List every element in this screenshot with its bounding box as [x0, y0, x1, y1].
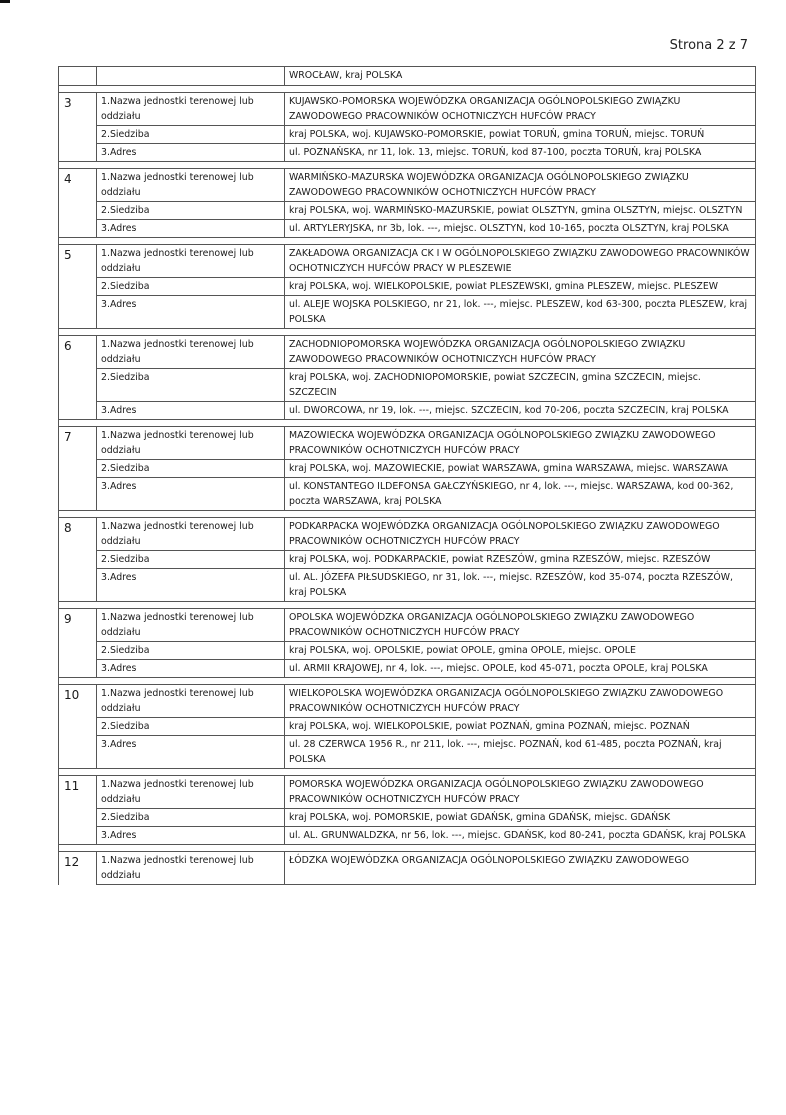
table-row — [59, 402, 756, 420]
separator-cell — [285, 420, 756, 427]
separator-cell — [285, 162, 756, 169]
field-label-address: 3.Adres — [97, 402, 285, 420]
separator-cell — [285, 511, 756, 518]
entry-number-continued — [59, 460, 97, 478]
table-separator-row — [59, 420, 756, 427]
separator-cell — [97, 678, 285, 685]
entry-number: 8 — [59, 518, 97, 551]
field-value-seat: kraj POLSKA, woj. POMORSKIE, powiat GDAŃSK, gmina GDAŃSK, miejsc. GDAŃSK — [285, 809, 756, 827]
field-label-name: 1.Nazwa jednostki terenowej lub oddziału — [97, 685, 285, 718]
entry-number: 5 — [59, 245, 97, 278]
field-value-address: ul. ARTYLERYJSKA, nr 3b, lok. ---, miejsc. OLSZTYN, kod 10-165, poczta OLSZTYN, kraj POLSKA — [285, 220, 756, 238]
separator-cell — [97, 162, 285, 169]
field-label-seat: 2.Siedziba — [97, 202, 285, 220]
entry-number: 7 — [59, 427, 97, 460]
field-value-address: ul. AL. GRUNWALDZKA, nr 56, lok. ---, miejsc. GDAŃSK, kod 80-241, poczta GDAŃSK, kraj POLSKA — [285, 827, 756, 845]
field-value-name: ŁÓDZKA WOJEWÓDZKA ORGANIZACJA OGÓLNOPOLSKIEGO ZWIĄZKU ZAWODOWEGO — [285, 852, 756, 885]
table-row — [59, 642, 756, 660]
table-row — [59, 809, 756, 827]
separator-cell — [97, 329, 285, 336]
separator-cell — [59, 238, 97, 245]
field-value-name: MAZOWIECKA WOJEWÓDZKA ORGANIZACJA OGÓLNOPOLSKIEGO ZWIĄZKU ZAWODOWEGO PRACOWNIKÓW OCHOTNICZYCH HUFCÓW PRACY — [285, 427, 756, 460]
table-separator-row — [59, 86, 756, 93]
page-number: Strona 2 z 7 — [669, 38, 748, 53]
table-row — [59, 460, 756, 478]
cell-number-empty — [59, 67, 97, 86]
separator-cell — [285, 329, 756, 336]
table-separator-row — [59, 162, 756, 169]
separator-cell — [97, 511, 285, 518]
table-row — [59, 609, 756, 642]
registry-table — [58, 66, 756, 885]
table-separator-row — [59, 845, 756, 852]
cell-address-continued: WROCŁAW, kraj POLSKA — [285, 67, 756, 86]
separator-cell — [285, 86, 756, 93]
separator-cell — [97, 602, 285, 609]
field-label-seat: 2.Siedziba — [97, 460, 285, 478]
field-label-name: 1.Nazwa jednostki terenowej lub oddziału — [97, 336, 285, 369]
table-separator-row — [59, 511, 756, 518]
table-row — [59, 685, 756, 718]
separator-cell — [59, 420, 97, 427]
field-value-seat: kraj POLSKA, woj. ZACHODNIOPOMORSKIE, powiat SZCZECIN, gmina SZCZECIN, miejsc. SZCZECIN — [285, 369, 756, 402]
table-row — [59, 202, 756, 220]
field-label-seat: 2.Siedziba — [97, 551, 285, 569]
entry-number: 6 — [59, 336, 97, 369]
separator-cell — [59, 162, 97, 169]
table-row — [59, 126, 756, 144]
table-separator-row — [59, 678, 756, 685]
entry-number-continued — [59, 296, 97, 329]
field-value-seat: kraj POLSKA, woj. WIELKOPOLSKIE, powiat POZNAŃ, gmina POZNAŃ, miejsc. POZNAŃ — [285, 718, 756, 736]
field-label-name: 1.Nazwa jednostki terenowej lub oddziału — [97, 93, 285, 126]
entry-number-continued — [59, 220, 97, 238]
field-label-address: 3.Adres — [97, 827, 285, 845]
entry-number-continued — [59, 660, 97, 678]
field-label-address: 3.Adres — [97, 660, 285, 678]
entry-number-continued — [59, 402, 97, 420]
entry-number-continued — [59, 478, 97, 511]
field-value-name: WIELKOPOLSKA WOJEWÓDZKA ORGANIZACJA OGÓLNOPOLSKIEGO ZWIĄZKU ZAWODOWEGO PRACOWNIKÓW OCHOTNICZYCH HUFCÓW PRACY — [285, 685, 756, 718]
table-separator-row — [59, 769, 756, 776]
field-value-address: ul. ARMII KRAJOWEJ, nr 4, lok. ---, miejsc. OPOLE, kod 45-071, poczta OPOLE, kraj POLSKA — [285, 660, 756, 678]
field-value-name: PODKARPACKA WOJEWÓDZKA ORGANIZACJA OGÓLNOPOLSKIEGO ZWIĄZKU ZAWODOWEGO PRACOWNIKÓW OCHOTNICZYCH HUFCÓW PRACY — [285, 518, 756, 551]
table-row — [59, 718, 756, 736]
field-label-name: 1.Nazwa jednostki terenowej lub oddziału — [97, 427, 285, 460]
field-label-address: 3.Adres — [97, 144, 285, 162]
field-value-seat: kraj POLSKA, woj. PODKARPACKIE, powiat RZESZÓW, gmina RZESZÓW, miejsc. RZESZÓW — [285, 551, 756, 569]
table-row — [59, 144, 756, 162]
field-value-name: ZAKŁADOWA ORGANIZACJA CK I W OGÓLNOPOLSKIEGO ZWIĄZKU ZAWODOWEGO PRACOWNIKÓW OCHOTNICZYCH HUFCÓW PRACY W PLESZEWIE — [285, 245, 756, 278]
field-label-address: 3.Adres — [97, 220, 285, 238]
field-label-address: 3.Adres — [97, 478, 285, 511]
separator-cell — [59, 769, 97, 776]
field-label-seat: 2.Siedziba — [97, 278, 285, 296]
separator-cell — [285, 678, 756, 685]
scan-corner-mark — [0, 0, 10, 3]
entry-number-continued — [59, 126, 97, 144]
entry-number-continued — [59, 827, 97, 845]
field-value-name: WARMIŃSKO-MAZURSKA WOJEWÓDZKA ORGANIZACJA OGÓLNOPOLSKIEGO ZWIĄZKU ZAWODOWEGO PRACOWNIKÓW OCHOTNICZYCH HUFCÓW PRACY — [285, 169, 756, 202]
table-row — [59, 852, 756, 885]
entry-number: 4 — [59, 169, 97, 202]
separator-cell — [97, 238, 285, 245]
separator-cell — [59, 678, 97, 685]
entry-number-continued — [59, 736, 97, 769]
field-value-seat: kraj POLSKA, woj. KUJAWSKO-POMORSKIE, powiat TORUŃ, gmina TORUŃ, miejsc. TORUŃ — [285, 126, 756, 144]
separator-cell — [285, 769, 756, 776]
separator-cell — [285, 845, 756, 852]
field-value-address: ul. ALEJE WOJSKA POLSKIEGO, nr 21, lok. ---, miejsc. PLESZEW, kod 63-300, poczta PLESZEW, kraj POLSKA — [285, 296, 756, 329]
table-row — [59, 660, 756, 678]
field-value-name: KUJAWSKO-POMORSKA WOJEWÓDZKA ORGANIZACJA OGÓLNOPOLSKIEGO ZWIĄZKU ZAWODOWEGO PRACOWNIKÓW OCHOTNICZYCH HUFCÓW PRACY — [285, 93, 756, 126]
entry-number: 3 — [59, 93, 97, 126]
table-row — [59, 296, 756, 329]
entry-number: 12 — [59, 852, 97, 885]
table-row — [59, 569, 756, 602]
table-row — [59, 736, 756, 769]
separator-cell — [59, 86, 97, 93]
table-row — [59, 169, 756, 202]
field-value-seat: kraj POLSKA, woj. OPOLSKIE, powiat OPOLE, gmina OPOLE, miejsc. OPOLE — [285, 642, 756, 660]
table-row — [59, 369, 756, 402]
registry-table-body — [59, 67, 756, 885]
field-label-name: 1.Nazwa jednostki terenowej lub oddziału — [97, 852, 285, 885]
field-label-address: 3.Adres — [97, 736, 285, 769]
separator-cell — [97, 845, 285, 852]
field-label-name: 1.Nazwa jednostki terenowej lub oddziału — [97, 609, 285, 642]
table-row — [59, 427, 756, 460]
field-value-seat: kraj POLSKA, woj. WARMIŃSKO-MAZURSKIE, powiat OLSZTYN, gmina OLSZTYN, miejsc. OLSZTYN — [285, 202, 756, 220]
separator-cell — [97, 769, 285, 776]
field-label-seat: 2.Siedziba — [97, 126, 285, 144]
field-label-name: 1.Nazwa jednostki terenowej lub oddziału — [97, 518, 285, 551]
table-separator-row — [59, 602, 756, 609]
field-value-address: ul. KONSTANTEGO ILDEFONSA GAŁCZYŃSKIEGO, nr 4, lok. ---, miejsc. WARSZAWA, kod 00-362, poczta WARSZAWA, kraj POLSKA — [285, 478, 756, 511]
separator-cell — [59, 602, 97, 609]
entry-number-continued — [59, 551, 97, 569]
entry-number-continued — [59, 369, 97, 402]
entry-number-continued — [59, 809, 97, 827]
field-value-name: OPOLSKA WOJEWÓDZKA ORGANIZACJA OGÓLNOPOLSKIEGO ZWIĄZKU ZAWODOWEGO PRACOWNIKÓW OCHOTNICZYCH HUFCÓW PRACY — [285, 609, 756, 642]
table-separator-row — [59, 329, 756, 336]
field-label-address: 3.Adres — [97, 296, 285, 329]
separator-cell — [285, 602, 756, 609]
entry-number-continued — [59, 278, 97, 296]
field-label-name: 1.Nazwa jednostki terenowej lub oddziału — [97, 245, 285, 278]
field-value-address: ul. AL. JÓZEFA PIŁSUDSKIEGO, nr 31, lok. ---, miejsc. RZESZÓW, kod 35-074, poczta RZESZÓW, kraj POLSKA — [285, 569, 756, 602]
entry-number: 10 — [59, 685, 97, 718]
field-label-name: 1.Nazwa jednostki terenowej lub oddziału — [97, 169, 285, 202]
entry-number: 9 — [59, 609, 97, 642]
table-row — [59, 478, 756, 511]
entry-number: 11 — [59, 776, 97, 809]
table-row — [59, 245, 756, 278]
entry-number-continued — [59, 202, 97, 220]
field-label-seat: 2.Siedziba — [97, 369, 285, 402]
separator-cell — [59, 845, 97, 852]
table-row — [59, 336, 756, 369]
field-value-name: POMORSKA WOJEWÓDZKA ORGANIZACJA OGÓLNOPOLSKIEGO ZWIĄZKU ZAWODOWEGO PRACOWNIKÓW OCHOTNICZYCH HUFCÓW PRACY — [285, 776, 756, 809]
field-label-seat: 2.Siedziba — [97, 809, 285, 827]
cell-label-empty — [97, 67, 285, 86]
field-value-seat: kraj POLSKA, woj. WIELKOPOLSKIE, powiat PLESZEWSKI, gmina PLESZEW, miejsc. PLESZEW — [285, 278, 756, 296]
field-value-seat: kraj POLSKA, woj. MAZOWIECKIE, powiat WARSZAWA, gmina WARSZAWA, miejsc. WARSZAWA — [285, 460, 756, 478]
entry-number-continued — [59, 569, 97, 602]
table-row — [59, 220, 756, 238]
field-value-name: ZACHODNIOPOMORSKA WOJEWÓDZKA ORGANIZACJA OGÓLNOPOLSKIEGO ZWIĄZKU ZAWODOWEGO PRACOWNIKÓW OCHOTNICZYCH HUFCÓW PRACY — [285, 336, 756, 369]
field-label-name: 1.Nazwa jednostki terenowej lub oddziału — [97, 776, 285, 809]
table-row-continued — [59, 67, 756, 86]
field-value-address: ul. 28 CZERWCA 1956 R., nr 211, lok. ---, miejsc. POZNAŃ, kod 61-485, poczta POZNAŃ, kraj POLSKA — [285, 736, 756, 769]
separator-cell — [59, 329, 97, 336]
field-label-seat: 2.Siedziba — [97, 642, 285, 660]
field-value-address: ul. POZNAŃSKA, nr 11, lok. 13, miejsc. TORUŃ, kod 87-100, poczta TORUŃ, kraj POLSKA — [285, 144, 756, 162]
separator-cell — [59, 511, 97, 518]
separator-cell — [97, 86, 285, 93]
table-row — [59, 551, 756, 569]
table-row — [59, 776, 756, 809]
table-separator-row — [59, 238, 756, 245]
entry-number-continued — [59, 642, 97, 660]
table-row — [59, 827, 756, 845]
field-label-seat: 2.Siedziba — [97, 718, 285, 736]
separator-cell — [285, 238, 756, 245]
field-value-address: ul. DWORCOWA, nr 19, lok. ---, miejsc. SZCZECIN, kod 70-206, poczta SZCZECIN, kraj POLSKA — [285, 402, 756, 420]
separator-cell — [97, 420, 285, 427]
entry-number-continued — [59, 144, 97, 162]
table-row — [59, 93, 756, 126]
entry-number-continued — [59, 718, 97, 736]
field-label-address: 3.Adres — [97, 569, 285, 602]
table-row — [59, 518, 756, 551]
registry-table-container — [58, 66, 756, 1115]
table-row — [59, 278, 756, 296]
